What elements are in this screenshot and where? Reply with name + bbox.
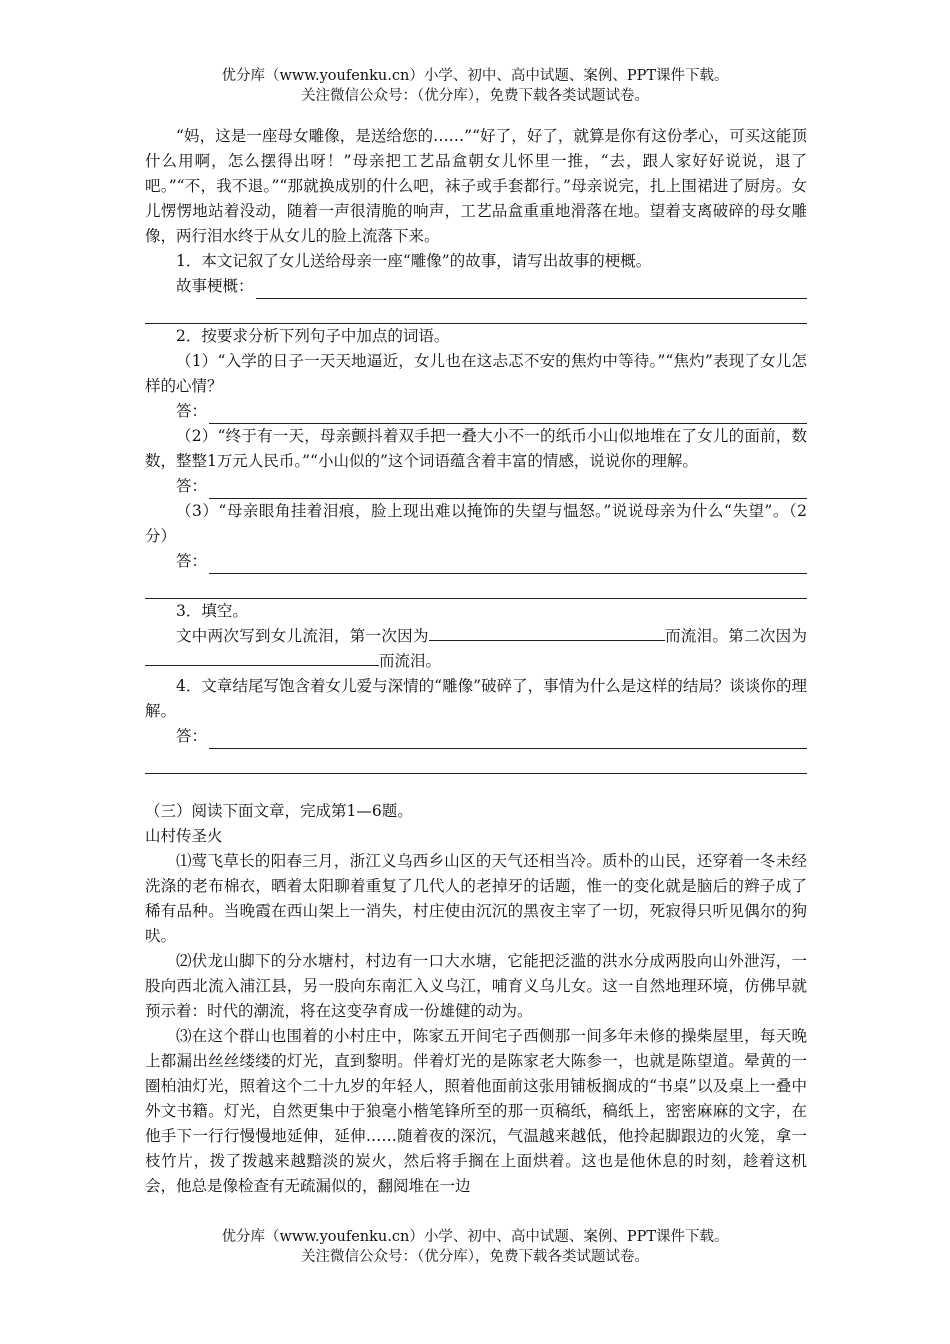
question-3: 3．填空。 — [176, 602, 248, 620]
article-paragraph: ⑴莺飞草长的阳春三月，浙江义乌西乡山区的天气还相当冷。质朴的山民，还穿着一冬未经洗涤的老布棉衣，晒着太阳聊着重复了几代人的老掉牙的话题，惟一的变化就是脑后的辫子成了稀有品种。当晚霞在西山架上一消失，村庄使由沉沉的黑夜主宰了一切，死寂得只听见偶尔的狗吠。 — [145, 852, 807, 945]
answer-label: 答： — [176, 477, 208, 495]
footer-line-2: 关注微信公众号：（优分库），免费下载各类试题试卷。 — [301, 1249, 649, 1265]
q4-answer-row — [145, 724, 807, 749]
section-3-intro: （三）阅读下面文章，完成第1—6题。 — [145, 802, 413, 820]
question-2: 2．按要求分析下列句子中加点的词语。 — [176, 327, 450, 345]
page-footer — [0, 1227, 950, 1267]
article-paragraph: ⑵伏龙山脚下的分水塘村，村边有一口大水塘，它能把泛滥的洪水分成两股向山外泄泻，一股向西北流入浦江县，另一股向东南汇入义乌江，哺育义乌儿女。这一自然地理环境，仿佛早就预示着：时代的潮流，将在这变孕育成一份雄健的动为。 — [145, 952, 807, 1020]
q2-3-answer-row — [145, 549, 807, 574]
q3-text-b: 而流泪。第二次因为 — [664, 627, 807, 645]
footer-line-1: 优分库（www.youfenku.cn）小学、初中、高中试题、案例、PPT课件下载。 — [221, 1229, 729, 1245]
q2-2-answer-blank[interactable] — [209, 481, 807, 499]
q2-3-answer-blank[interactable] — [209, 556, 807, 574]
q1-answer-blank-2[interactable] — [145, 299, 807, 324]
q2-3-answer-blank-2[interactable] — [145, 574, 807, 599]
q4-answer-blank-2[interactable] — [145, 749, 807, 774]
q1-answer-blank[interactable] — [256, 281, 807, 299]
article-title: 山村传圣火 — [145, 827, 223, 845]
q4-answer-blank[interactable] — [209, 731, 807, 749]
question-1: 1．本文记叙了女儿送给母亲一座“雕像”的故事，请写出故事的梗概。 — [176, 252, 652, 270]
q1-answer-label: 故事梗概： — [176, 277, 254, 295]
page-header — [0, 66, 950, 106]
q2-1-answer-row — [145, 399, 807, 424]
q2-1-answer-blank[interactable] — [209, 406, 807, 424]
header-line-2: 关注微信公众号：（优分库），免费下载各类试题试卷。 — [301, 88, 649, 104]
document-body — [145, 124, 807, 1199]
q2-2-answer-row — [145, 474, 807, 499]
header-line-1: 优分库（www.youfenku.cn）小学、初中、高中试题、案例、PPT课件下载。 — [221, 68, 729, 84]
question-2-2: （2）“终于有一天，母亲颤抖着双手把一叠大小不一的纸币小山似地堆在了女儿的面前，数数，整整1万元人民币。”“小山似的”这个词语蕴含着丰富的情感，说说你的理解。 — [145, 427, 807, 470]
question-2-3: （3）“母亲眼角挂着泪痕，脸上现出难以掩饰的失望与愠怒。”说说母亲为什么“失望”。（2分） — [145, 502, 807, 545]
answer-label: 答： — [176, 402, 208, 420]
q3-blank-2[interactable] — [145, 649, 379, 666]
answer-label: 答： — [176, 552, 208, 570]
answer-label: 答： — [176, 727, 208, 745]
question-2-1: （1）“入学的日子一天天地逼近，女儿也在这忐忑不安的焦灼中等待。”“焦灼”表现了女儿怎样的心情？ — [145, 352, 807, 395]
q3-blank-1[interactable] — [429, 624, 665, 641]
spacer — [145, 774, 807, 799]
q3-text-c: 而流泪。 — [379, 652, 442, 670]
article-paragraph: ⑶在这个群山也围着的小村庄中，陈家五开间宅子西侧那一间多年未修的操柴屋里，每天晚上都漏出丝丝缕缕的灯光，直到黎明。伴着灯光的是陈家老大陈参一，也就是陈望道。晕黄的一圈柏油灯光，照着这个二十九岁的年轻人，照着他面前这张用铺板搁成的“书桌”以及桌上一叠中外文书籍。灯光，自然更集中于狼毫小楷笔锋所至的那一页稿纸，稿纸上，密密麻麻的文字，在他手下一行行慢慢地延伸，延伸……随着夜的深沉，气温越来越低，他拎起脚跟边的火笼，拿一枝竹片，拨了拨越来越黯淡的炭火，然后将手搁在上面烘着。这也是他休息的时刻，趁着这机会，他总是像检查有无疏漏似的，翻阅堆在一边 — [145, 1027, 807, 1195]
q3-text-a: 文中两次写到女儿流泪，第一次因为 — [176, 627, 429, 645]
story-ending-paragraph: “妈，这是一座母女雕像，是送给您的……”“好了，好了，就算是你有这份孝心，可买这能顶什么用啊，怎么摆得出呀！”母亲把工艺品盒朝女儿怀里一推，“去，跟人家好好说说，退了吧。”“不，我不退。”“那就换成别的什么吧，袜子或手套都行。”母亲说完，扎上围裙进了厨房。女儿愣愣地站着没动，随着一声很清脆的响声，工艺品盒重重地滑落在地。望着支离破碎的母女雕像，两行泪水终于从女儿的脸上流落下来。 — [145, 127, 807, 245]
question-3-fill — [145, 624, 807, 674]
q1-answer-row — [145, 274, 807, 299]
question-4: 4．文章结尾写饱含着女儿爱与深情的“雕像”破碎了，事情为什么是这样的结局？谈谈你的理解。 — [145, 677, 807, 720]
